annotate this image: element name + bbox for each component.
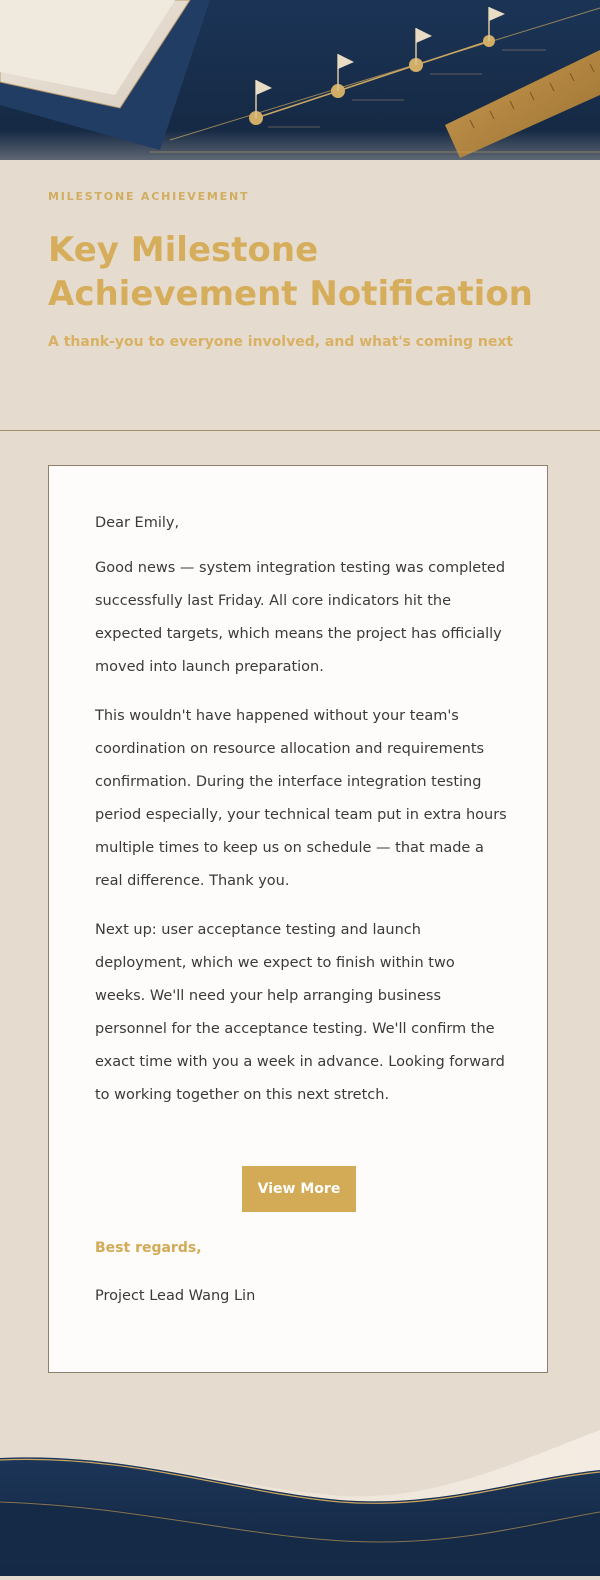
- signature: Project Lead Wang Lin: [95, 1288, 256, 1304]
- paragraph-1: Good news — system integration testing was completed successfully last Friday. All core indicators hit the expected targets, which means the project has officially moved into launch preparation.: [95, 560, 506, 675]
- page-subtitle: A thank-you to everyone involved, and what's coming next: [48, 334, 514, 350]
- wave-decoration-icon: [0, 1390, 600, 1576]
- letter-card: [48, 465, 548, 1373]
- paragraph-2: This wouldn't have happened without your team's coordination on resource allocation and requirements confirmation. During the interface integration testing period especially, your technical team put in extra hours multiple times to keep us on schedule — that made a real difference. Thank you.: [95, 708, 507, 889]
- hero-illustration: [0, 0, 600, 215]
- page-title: Key Milestone Achievement Notification: [48, 230, 533, 314]
- eyebrow-label: MILESTONE ACHIEVEMENT: [48, 190, 250, 203]
- footer-wave: [0, 1390, 600, 1576]
- letter-body: [95, 512, 507, 1128]
- closing-text: Best regards,: [95, 1240, 202, 1256]
- milestone-flags-icon: [0, 0, 600, 215]
- greeting: Dear Emily,: [95, 515, 180, 531]
- paragraph-3: Next up: user acceptance testing and launch deployment, which we expect to finish within two weeks. We'll need your help arranging business personnel for the acceptance testing. We'll confirm the exact time with you a week in advance. Looking forward to working together on this next stretch.: [95, 922, 505, 1103]
- view-more-button[interactable]: View More: [242, 1166, 356, 1212]
- section-divider: [0, 430, 600, 431]
